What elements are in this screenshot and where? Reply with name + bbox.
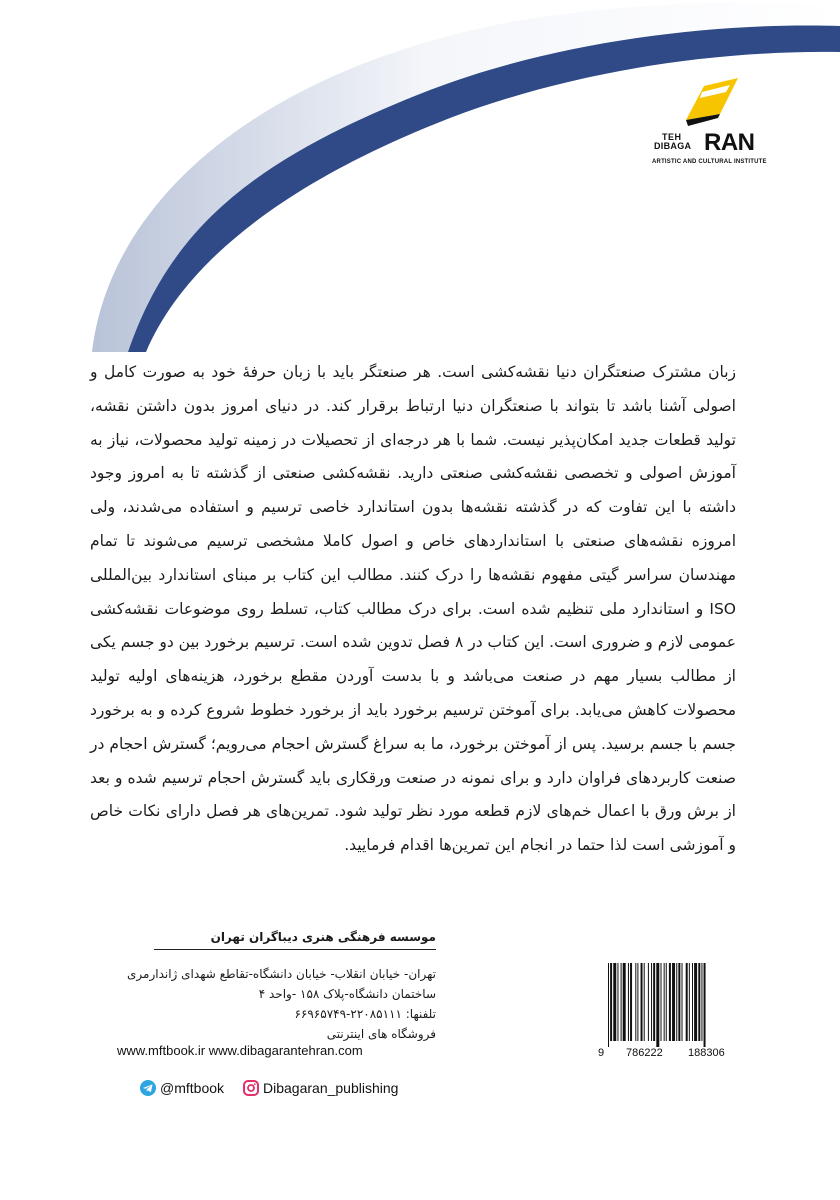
barcode-bar	[676, 963, 677, 1041]
barcode-bar	[686, 963, 688, 1041]
barcode-bar	[637, 963, 638, 1041]
telegram-handle: @mftbook	[160, 1080, 225, 1096]
logo-tagline: ARTISTIC AND CULTURAL INSTITUTE	[652, 159, 767, 165]
online-stores-label: فروشگاه های اینترنتی	[326, 1027, 436, 1041]
barcode-bar	[635, 963, 636, 1041]
barcode-bar	[656, 963, 659, 1047]
barcode-bar	[704, 963, 706, 1047]
barcode-bar	[608, 963, 609, 1047]
barcode-bar	[666, 963, 667, 1041]
barcode-lead-digit: 9	[598, 1047, 605, 1059]
barcode-bar	[672, 963, 675, 1041]
logo-wordmark	[652, 129, 767, 158]
logo-word-left: DIBAGA	[654, 141, 692, 151]
barcode-bar	[630, 963, 632, 1041]
barcode-bar	[661, 963, 662, 1041]
phone-numbers: تلفنها: ۲۲۰۸۵۱۱۱-۶۶۹۶۵۷۴۹	[294, 1007, 436, 1021]
instagram-icon	[243, 1080, 259, 1096]
barcode-bar	[610, 963, 612, 1041]
barcode-bars	[596, 963, 739, 1047]
publisher-logo	[650, 70, 765, 170]
barcode-bar	[698, 963, 700, 1041]
barcode-bar	[694, 963, 697, 1041]
barcode-bar	[628, 963, 629, 1041]
description-paragraph: زبان مشترک صنعتگران دنیا نقشه‌کشی است. هر صنعتگر باید با زبان حرفهٔ خود به صورت کامل و اصولی آشنا باشد تا بتواند با صنعتگران دنیا ارتباط برقرار کند. در دنیای امروز بدون داشتن نقشه، تولید قطعات جدید امکان‌پذیر نیست. شما با هر درجه‌ای از تحصیلات در زمینه تولید محصولات، نیاز به آموزش اصولی و تخصصی نقشه‌کشی صنعتی دارید. نقشه‌کشی صنعتی از گذشته تا به امروز وجود داشته با این تفاوت که در گذشته نقشه‌ها بدون استاندارد خاصی ترسیم و استفاده می‌شدند، ولی امروزه نقشه‌های صنعتی با استانداردهای خاص و اصول کاملا مشخصی ترسیم می‌شوند تا تمام مهندسان سراسر گیتی مفهوم نقشه‌ها را درک کنند. مطالب این کتاب بر مبنای استاندارد بین‌المللی ISO و استاندارد ملی تنظیم شده است. برای درک مطالب کتاب، تسلط روی موضوعات نقشه‌کشی عمومی لازم و ضروری است. این کتاب در ۸ فصل تدوین شده است. ترسیم برخورد بین دو جسم یکی از مطالب بسیار مهم در صنعت می‌باشد و با بدست آوردن مقطع برخورد، هزینه‌های اولیه تولید محصولات کاهش می‌یابد. برای آموختن ترسیم برخورد باید از برخورد خطوط شروع کرده و به برخورد جسم با جسم برسید. پس از آموختن برخورد، ما به سراغ گسترش احجام می‌رویم؛ گسترش احجام در صنعت کاربردهای فراوان دارد و برای نمونه در صنعت ورقکاری باید گسترش احجام ترسیم شده و بعد از برش ورق با اعمال خم‌های لازم قطعه مورد نظر تولید شود. تمرین‌های هر فصل دارای نکات خاص و آموزشی است لذا حتما در انجام این تمرین‌ها اقدام فرمایید.	[89, 363, 736, 855]
barcode-bar	[617, 963, 618, 1041]
website-links: www.mftbook.ir www.dibagarantehran.com	[117, 1043, 363, 1058]
logo-word-top: TEH	[662, 132, 682, 142]
publisher-address	[100, 964, 436, 1044]
telegram-icon	[140, 1080, 156, 1096]
back-cover-description	[90, 356, 736, 863]
barcode-bar	[701, 963, 702, 1041]
instagram-link	[243, 1080, 398, 1096]
barcode-bar	[682, 963, 683, 1041]
barcode-bar	[641, 963, 643, 1041]
barcode-bar	[648, 963, 649, 1041]
isbn-barcode	[596, 963, 739, 1078]
publisher-name: موسسه فرهنگی هنری دیباگران تهران	[154, 930, 436, 950]
barcode-bar	[623, 963, 626, 1041]
barcode-bar	[689, 963, 690, 1041]
barcode-bar	[644, 963, 645, 1041]
address-line-1: تهران- خیابان انقلاب- خیابان دانشگاه-تقاطع شهدای ژاندارمری	[127, 967, 436, 981]
instagram-handle: Dibagaran_publishing	[263, 1080, 399, 1096]
logo-word-right: RAN	[704, 129, 755, 156]
barcode-group-1: 786222	[626, 1047, 663, 1059]
barcode-bar	[653, 963, 655, 1041]
book-logo-icon	[680, 70, 740, 130]
barcode-bar	[669, 963, 671, 1041]
barcode-bar	[692, 963, 693, 1041]
barcode-bar	[651, 963, 652, 1041]
telegram-link	[140, 1080, 224, 1096]
barcode-bar	[621, 963, 622, 1041]
barcode-bar	[664, 963, 665, 1041]
barcode-bar	[613, 963, 616, 1041]
barcode-group-2: 188306	[688, 1047, 725, 1059]
barcode-bar	[678, 963, 680, 1041]
address-line-2: ساختمان دانشگاه-پلاک ۱۵۸ -واحد ۴	[258, 987, 436, 1001]
